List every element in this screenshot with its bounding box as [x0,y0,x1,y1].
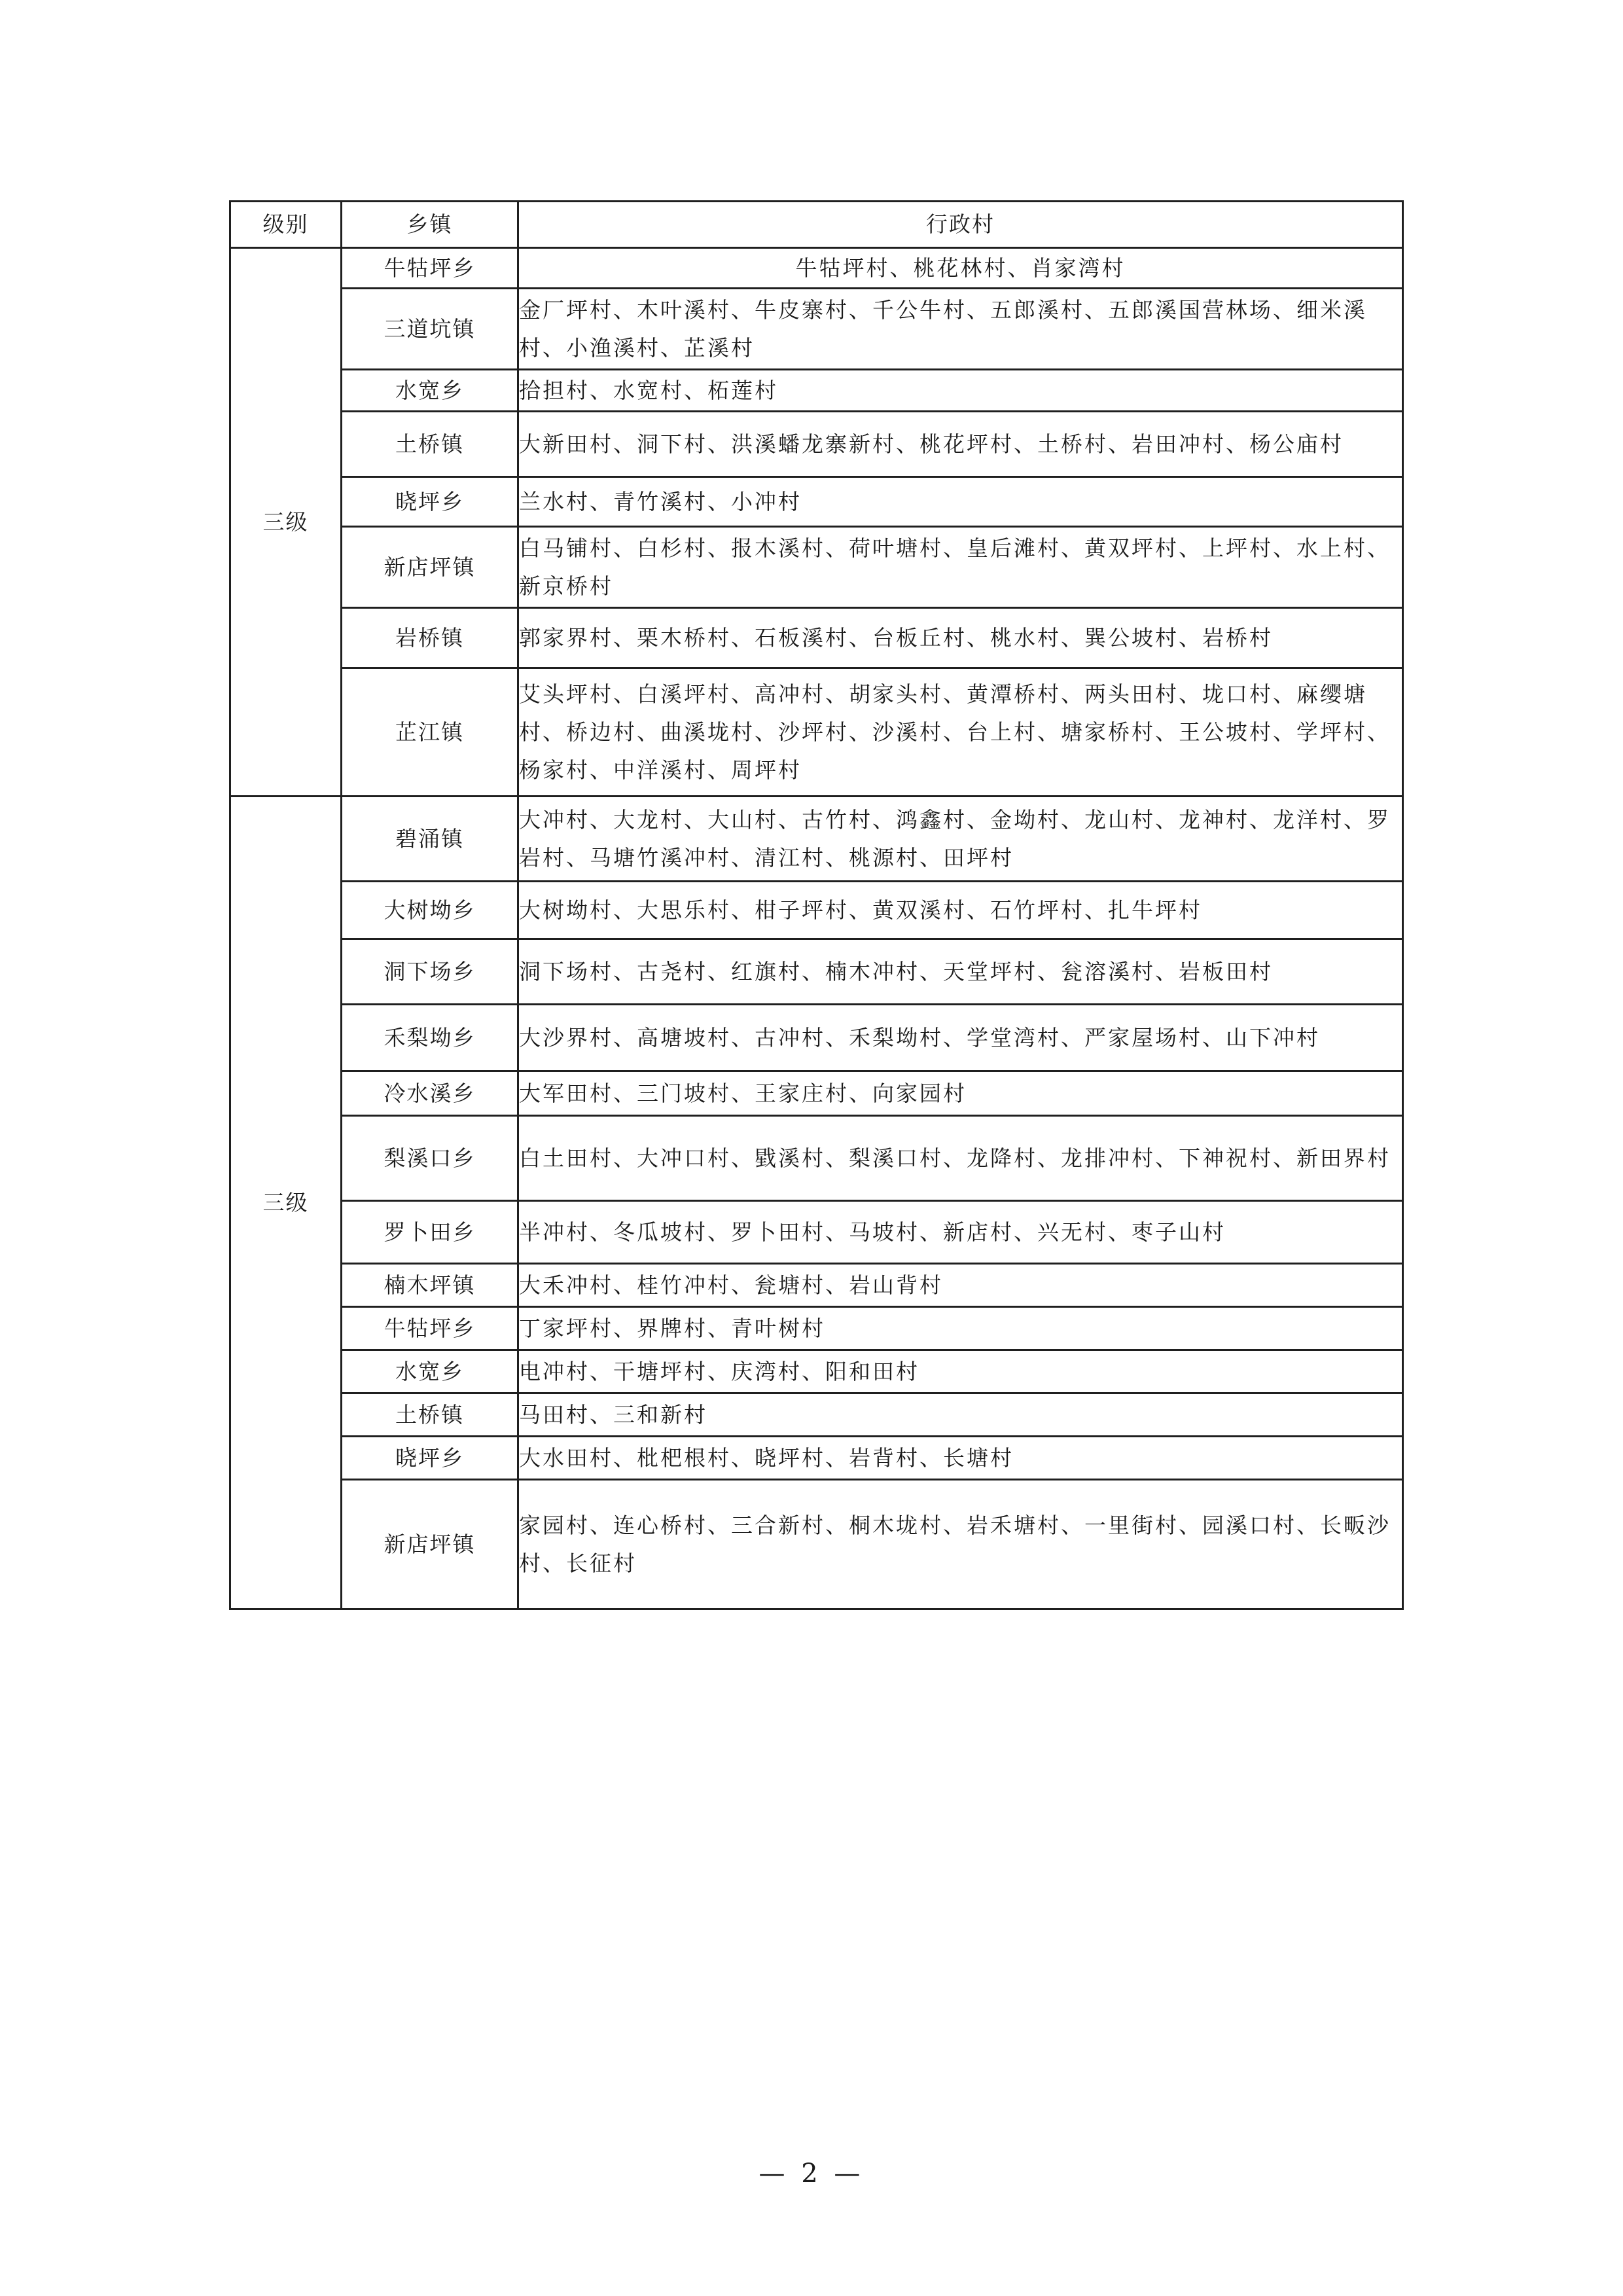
town-cell: 三道坑镇 [342,289,518,370]
town-cell: 罗卜田乡 [342,1201,518,1264]
town-cell: 大树坳乡 [342,882,518,939]
villages-cell: 兰水村、青竹溪村、小冲村 [518,477,1403,527]
header-villages: 行政村 [518,202,1403,248]
town-cell: 牛牯坪乡 [342,248,518,289]
town-cell: 新店坪镇 [342,1480,518,1609]
villages-cell: 洞下场村、古尧村、红旗村、楠木冲村、天堂坪村、瓮溶溪村、岩板田村 [518,939,1403,1005]
villages-cell: 大沙界村、高塘坡村、古冲村、禾梨坳村、学堂湾村、严家屋场村、山下冲村 [518,1005,1403,1071]
villages-cell: 大军田村、三门坡村、王家庄村、向家园村 [518,1071,1403,1116]
town-cell: 禾梨坳乡 [342,1005,518,1071]
town-cell: 芷江镇 [342,668,518,797]
villages-cell: 白马铺村、白杉村、报木溪村、荷叶塘村、皇后滩村、黄双坪村、上坪村、水上村、新京桥村 [518,527,1403,608]
town-cell: 水宽乡 [342,370,518,412]
level-cell-group-2: 三级 [230,797,342,1609]
table-row [230,248,1403,289]
town-cell: 土桥镇 [342,1393,518,1437]
table-row [230,412,1403,477]
villages-cell: 家园村、连心桥村、三合新村、桐木垅村、岩禾塘村、一里街村、园溪口村、长畈沙村、长征村 [518,1480,1403,1609]
villages-cell: 半冲村、冬瓜坡村、罗卜田村、马坡村、新店村、兴无村、枣子山村 [518,1201,1403,1264]
table-row [230,477,1403,527]
table-row [230,882,1403,939]
table-row [230,1437,1403,1480]
villages-cell: 金厂坪村、木叶溪村、牛皮寨村、千公牛村、五郎溪村、五郎溪国营林场、细米溪村、小渔溪村、芷溪村 [518,289,1403,370]
table-row [230,289,1403,370]
town-cell: 土桥镇 [342,412,518,477]
page-number: — 2 — [758,2159,865,2189]
table-row [230,608,1403,668]
table-row [230,1307,1403,1350]
villages-cell: 郭家界村、栗木桥村、石板溪村、台板丘村、桃水村、巽公坡村、岩桥村 [518,608,1403,668]
town-cell: 冷水溪乡 [342,1071,518,1116]
table-row [230,1480,1403,1609]
table-row [230,1005,1403,1071]
town-cell: 晓坪乡 [342,477,518,527]
header-town: 乡镇 [342,202,518,248]
villages-cell: 大水田村、枇杷根村、晓坪村、岩背村、长塘村 [518,1437,1403,1480]
town-cell: 楠木坪镇 [342,1264,518,1307]
town-cell: 水宽乡 [342,1350,518,1393]
town-cell: 岩桥镇 [342,608,518,668]
villages-cell: 马田村、三和新村 [518,1393,1403,1437]
table-row [230,370,1403,412]
town-cell: 梨溪口乡 [342,1116,518,1201]
level-cell-group-1: 三级 [230,248,342,797]
villages-cell: 电冲村、干塘坪村、庆湾村、阳和田村 [518,1350,1403,1393]
villages-cell: 拾担村、水宽村、柘莲村 [518,370,1403,412]
villages-cell: 白土田村、大冲口村、戥溪村、梨溪口村、龙降村、龙排冲村、下神祝村、新田界村 [518,1116,1403,1201]
villages-cell: 牛牯坪村、桃花林村、肖家湾村 [518,248,1403,289]
table-row [230,1116,1403,1201]
table-row [230,1071,1403,1116]
village-table [229,200,1404,1610]
town-cell: 牛牯坪乡 [342,1307,518,1350]
town-cell: 晓坪乡 [342,1437,518,1480]
villages-cell: 艾头坪村、白溪坪村、高冲村、胡家头村、黄潭桥村、两头田村、垅口村、麻缨塘村、桥边村、曲溪垅村、沙坪村、沙溪村、台上村、塘家桥村、王公坡村、学坪村、杨家村、中洋溪村、周坪村 [518,668,1403,797]
villages-cell: 大冲村、大龙村、大山村、古竹村、鸿鑫村、金坳村、龙山村、龙神村、龙洋村、罗岩村、马塘竹溪冲村、清江村、桃源村、田坪村 [518,797,1403,882]
table-row [230,1264,1403,1307]
header-level: 级别 [230,202,342,248]
table-row [230,797,1403,882]
table-row [230,1350,1403,1393]
table-row [230,939,1403,1005]
table-header-row [230,202,1403,248]
table-row [230,1393,1403,1437]
town-cell: 洞下场乡 [342,939,518,1005]
table-row [230,1201,1403,1264]
villages-cell: 大禾冲村、桂竹冲村、瓮塘村、岩山背村 [518,1264,1403,1307]
villages-cell: 丁家坪村、界牌村、青叶树村 [518,1307,1403,1350]
table-row [230,527,1403,608]
table-row [230,668,1403,797]
villages-cell: 大树坳村、大思乐村、柑子坪村、黄双溪村、石竹坪村、扎牛坪村 [518,882,1403,939]
town-cell: 碧涌镇 [342,797,518,882]
villages-cell: 大新田村、洞下村、洪溪蟠龙寨新村、桃花坪村、土桥村、岩田冲村、杨公庙村 [518,412,1403,477]
town-cell: 新店坪镇 [342,527,518,608]
